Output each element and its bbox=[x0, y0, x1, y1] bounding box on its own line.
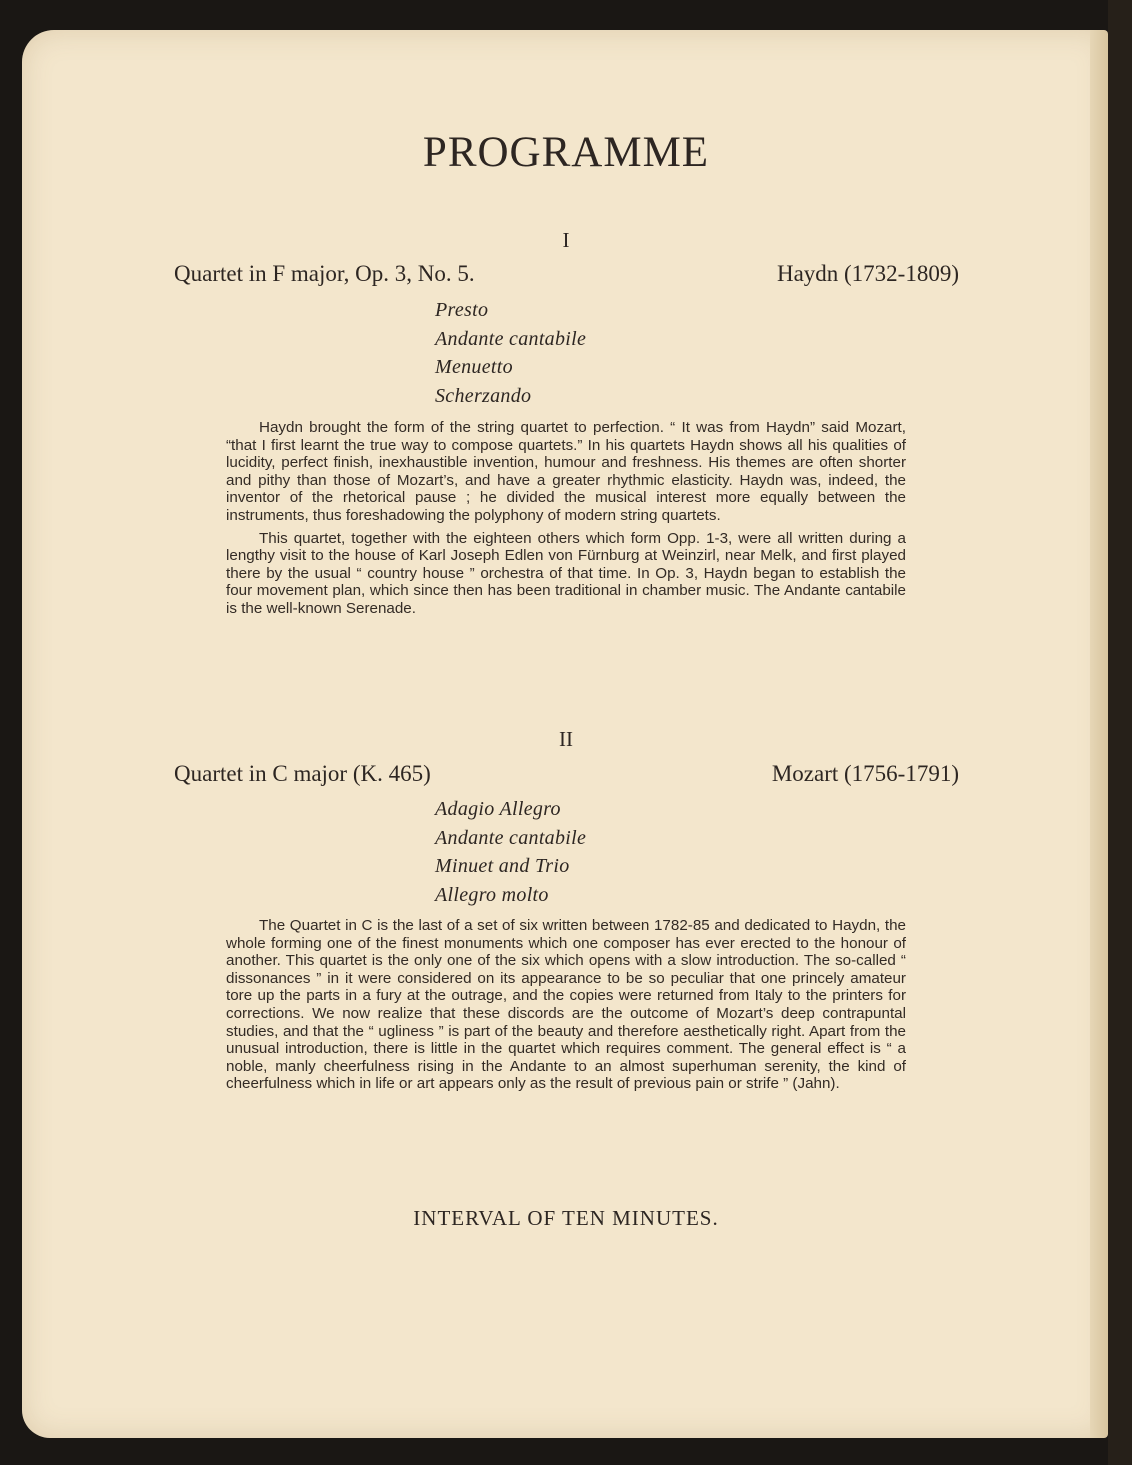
movement-item: Allegro molto bbox=[435, 883, 549, 906]
work-title: Quartet in F major, Op. 3, No. 5. bbox=[174, 261, 475, 286]
section-numeral: II bbox=[559, 727, 573, 751]
notes-paragraph: The Quartet in C is the last of a set of six written between 1782-85 and dedicated to Haydn, the whole forming one of the finest monuments which one composer has ever erected to the honour of another. This quartet is the only one of the six which opens with a slow introduction. The so-called “ dissonances ” in it were considered on its appearance to be so peculiar that one princely amateur tore up the parts in a fury at the outrage, and the copies were returned from Italy to the printers for corrections. We now realize that these discords are the outcome of Mozart’s deep contrapuntal studies, and that the “ ugliness ” is part of the beauty and therefore aesthetically right. Apart from the unusual introduction, there is little in the quartet which requires comment. The general effect is “ a noble, manly cheerfulness rising in the Andante to an almost superhuman serenity, the kind of cheerfulness which in life or art appears only as the result of previous pain or strife ” (Jahn). bbox=[226, 917, 906, 1093]
composer-name: Haydn (1732-1809) bbox=[776, 261, 959, 286]
composer-name: Mozart (1756-1791) bbox=[771, 761, 959, 786]
movement-item: Adagio Allegro bbox=[435, 798, 561, 820]
movement-item: Minuet and Trio bbox=[435, 855, 570, 877]
interval-notice: INTERVAL OF TEN MINUTES. bbox=[413, 1206, 719, 1230]
page-title: PROGRAMME bbox=[422, 129, 710, 176]
programme-notes bbox=[226, 917, 906, 1098]
movement-item: Menuetto bbox=[435, 356, 513, 378]
movement-list bbox=[435, 296, 586, 410]
movement-item: Presto bbox=[435, 299, 489, 321]
work-title: Quartet in C major (K. 465) bbox=[174, 761, 431, 786]
movement-list bbox=[435, 795, 586, 909]
notes-paragraph: Haydn brought the form of the string quartet to perfection. “ It was from Haydn” said Mozart, “that I first learnt the true way to compose quartets.” In his quartets Haydn shows all his qualities of lucidity, perfect finish, inexhaustible invention, humour and freshness. His themes are often shorter and pithy than those of Mozart’s, and have a greater rhythmic elasticity. Haydn was, indeed, the inventor of the rhetorical pause ; he divided the musical interest more equally between the instruments, thus foreshadowing the polyphony of modern string quartets. bbox=[226, 419, 906, 524]
movement-item: Andante cantabile bbox=[435, 826, 587, 849]
notes-paragraph: This quartet, together with the eighteen others which form Opp. 1-3, were all written during a lengthy visit to the house of Karl Joseph Edlen von Fürnburg at Weinzirl, near Melk, and first played there by the usual “ country house ” orchestra of that time. In Op. 3, Haydn began to establish the four movement plan, which since then has been traditional in chamber music. The Andante cantabile is the well-known Serenade. bbox=[226, 529, 906, 617]
movement-item: Scherzando bbox=[435, 384, 532, 407]
section-numeral: I bbox=[562, 228, 570, 252]
programme-notes bbox=[226, 419, 906, 623]
movement-item: Andante cantabile bbox=[435, 327, 587, 350]
